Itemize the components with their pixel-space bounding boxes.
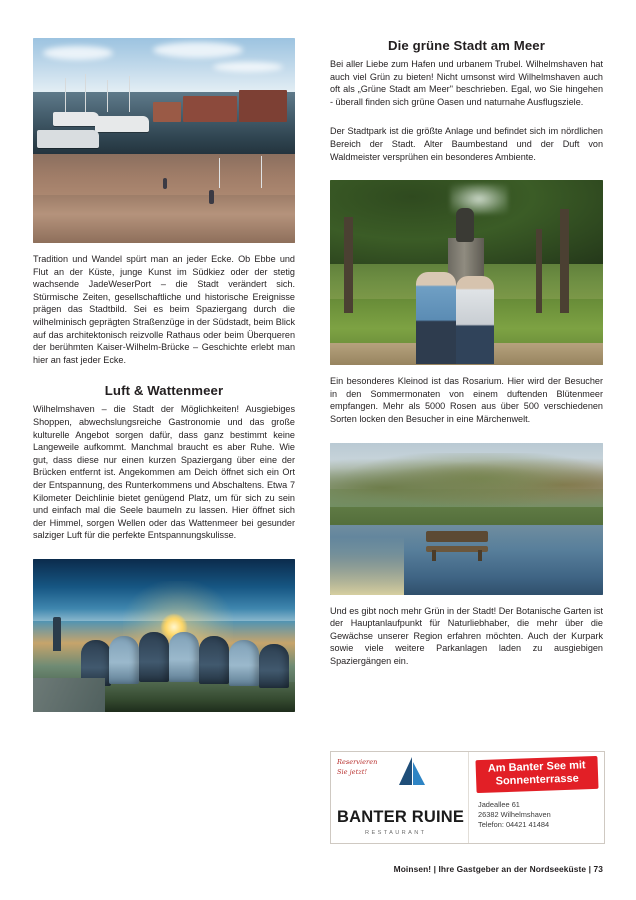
person-figure bbox=[209, 190, 214, 204]
paragraph-4: Und es gibt noch mehr Grün in der Stadt! Der Botanische Garten ist der Hauptanlaufpunkt für Naturliebhaber, die mehr über die Gewächse unserer Region erfahren möchten. Auch der Kurpark sowie viele weitere Parkanlagen laden zu ausgiebigen Spaziergängen ein. bbox=[330, 605, 603, 666]
paragraph-1: Bei aller Liebe zum Hafen und urbanem Trubel. Wilhelmshaven hat auch viel Grün zu bieten! Nicht umsonst wird Wilhelmshaven auch oft als „Grüne Stadt am Meer" beschrieben. Egal, wo Sie hingehen - überall finden sich grüne Oasen und naturnahe Ausflugsziele. bbox=[330, 59, 603, 107]
park-bench bbox=[426, 531, 488, 561]
page-footer: Moinsen! | Ihre Gastgeber an der Nordseeküste | 73 bbox=[393, 864, 603, 874]
cloud-shape bbox=[43, 46, 113, 60]
treeline-layer bbox=[330, 453, 603, 511]
lamp-post bbox=[219, 158, 220, 188]
right-column bbox=[330, 38, 603, 677]
beach-huts-photo bbox=[33, 559, 295, 712]
tree-trunk bbox=[344, 217, 353, 313]
building-shape bbox=[153, 102, 181, 122]
ad-branding bbox=[331, 752, 469, 843]
building-shape bbox=[239, 90, 287, 122]
ad-banner-line-2: Sonnenterrasse bbox=[495, 772, 579, 788]
ad-script-line-1: Reservieren bbox=[337, 758, 378, 766]
section-heading-luft-wattenmeer: Luft & Wattenmeer bbox=[104, 383, 224, 399]
spacer bbox=[330, 595, 603, 605]
spacer bbox=[330, 117, 603, 125]
bench-leg bbox=[432, 550, 436, 561]
person-figure bbox=[456, 276, 494, 364]
spacer bbox=[330, 172, 603, 180]
beach-hut bbox=[259, 644, 289, 688]
bench-backrest bbox=[426, 531, 488, 542]
page-title: Die grüne Stadt am Meer bbox=[388, 38, 545, 53]
sail-shape bbox=[413, 762, 425, 785]
spacer bbox=[33, 243, 295, 253]
stadtpark-statue-photo bbox=[330, 180, 603, 365]
spacer bbox=[330, 365, 603, 375]
mast-shape bbox=[65, 78, 66, 112]
boat-shape bbox=[53, 112, 99, 126]
beach-hut bbox=[229, 640, 259, 686]
person-figure bbox=[416, 272, 456, 364]
ad-banner bbox=[475, 756, 598, 793]
mast-shape bbox=[107, 80, 108, 112]
park-pond-photo bbox=[330, 443, 603, 595]
boat-shape bbox=[95, 116, 149, 132]
person-figure bbox=[163, 178, 167, 189]
ad-script-line-2: Sie jetzt! bbox=[337, 768, 367, 776]
cloud-shape bbox=[213, 62, 283, 72]
beach-hut bbox=[199, 636, 229, 684]
cloud-shape bbox=[153, 42, 243, 58]
harbour-photo bbox=[33, 38, 295, 243]
ad-address-phone: Telefon: 04421 41484 bbox=[478, 820, 550, 830]
beach-hut bbox=[109, 636, 139, 684]
spacer bbox=[33, 375, 295, 383]
ad-restaurant-name: BANTER RUINE bbox=[337, 808, 465, 826]
advertisement-banter-ruine[interactable] bbox=[330, 751, 605, 844]
mast-shape bbox=[85, 74, 86, 112]
tower-shape bbox=[53, 617, 61, 651]
tree-trunk bbox=[560, 209, 569, 313]
tree-trunk bbox=[536, 229, 542, 313]
statue-figure bbox=[456, 208, 474, 242]
spacer bbox=[330, 435, 603, 443]
promenade-layer bbox=[33, 195, 295, 243]
bench-leg bbox=[478, 550, 482, 561]
ad-banner-line-1: Am Banter See mit bbox=[487, 759, 586, 775]
left-column bbox=[33, 38, 295, 712]
ad-address-city: 26382 Wilhelmshaven bbox=[478, 810, 551, 820]
spacer bbox=[33, 551, 295, 559]
boat-shape bbox=[37, 130, 99, 148]
building-shape bbox=[183, 96, 237, 122]
paragraph-3: Ein besonderes Kleinod ist das Rosarium. Hier wird der Besucher in den Sommermonaten von einem duftenden Blütenmeer empfangen. Mehr als 5000 Rosen aus über 500 verschiedenen Sorten locken den Besucher in eine Märchenwelt. bbox=[330, 376, 603, 424]
intro-paragraph: Tradition und Wandel spürt man an jeder Ecke. Ob Ebbe und Flut an der Küste, junge Kunst im Südkiez oder der stetig wachsende JadeWeserPort – die Stadt verändert sich. Stürmische Zeiten, gesellschaftliche und historische Ereignisse prägen das Stadtbild. Sei es beim Spaziergang durch die wilhelminisch geprägten Straßenzüge in der Südstadt, beim Blick auf das architektonisch reizvolle Rathaus oder beim Überqueren der berühmten Kaiser-Wilhelm-Brücke – Geschichte erlebt man hier an fast jeder Ecke. bbox=[33, 254, 295, 365]
section-paragraph-luft-wattenmeer: Wilhelmshaven – die Stadt der Möglichkeiten! Ausgiebiges Shoppen, abwechslungsreiche Gastronomie und das große kulturelle Angebot sorgen dafür, dass ganz bestimmt keine Langeweile aufkommt. Manchmal braucht es aber Ruhe. Wie gut, dass diese nur einen kurzen Spaziergang über eine der Brücken entfernt ist. Angekommen am Deich öffnet sich ein Ort der Entspannung, des Runterkommens und Abschaltens. Etwa 7 Kilometer Deichlinie bietet genügend Platz, um für sich zu sein und einfach mal die Seele baumeln zu lassen. Hier öffnet sich der Himmel, sorgen Wellen oder das Wattenmeer bei gesunder salziger Luft für die perfekte Entspannungskulisse. bbox=[33, 404, 295, 541]
beach-hut bbox=[139, 632, 169, 682]
ad-address bbox=[476, 800, 598, 831]
mast-shape bbox=[129, 76, 130, 112]
sail-shape bbox=[399, 757, 412, 785]
ad-address-street: Jadeallee 61 bbox=[478, 800, 520, 809]
lamp-post bbox=[261, 156, 262, 188]
paragraph-2: Der Stadtpark ist die größte Anlage und befindet sich im nördlichen Bereich der Stadt. Alter Baumbestand und der Duft von Waldmeister versprühen ein besonderes Ambiente. bbox=[330, 126, 603, 162]
sailboat-logo-icon bbox=[397, 757, 431, 787]
reeds-shape bbox=[330, 537, 404, 595]
beach-hut bbox=[169, 632, 199, 682]
ad-details bbox=[469, 752, 604, 843]
ad-restaurant-subtitle: RESTAURANT bbox=[365, 830, 427, 836]
pathway-shape bbox=[33, 678, 105, 712]
